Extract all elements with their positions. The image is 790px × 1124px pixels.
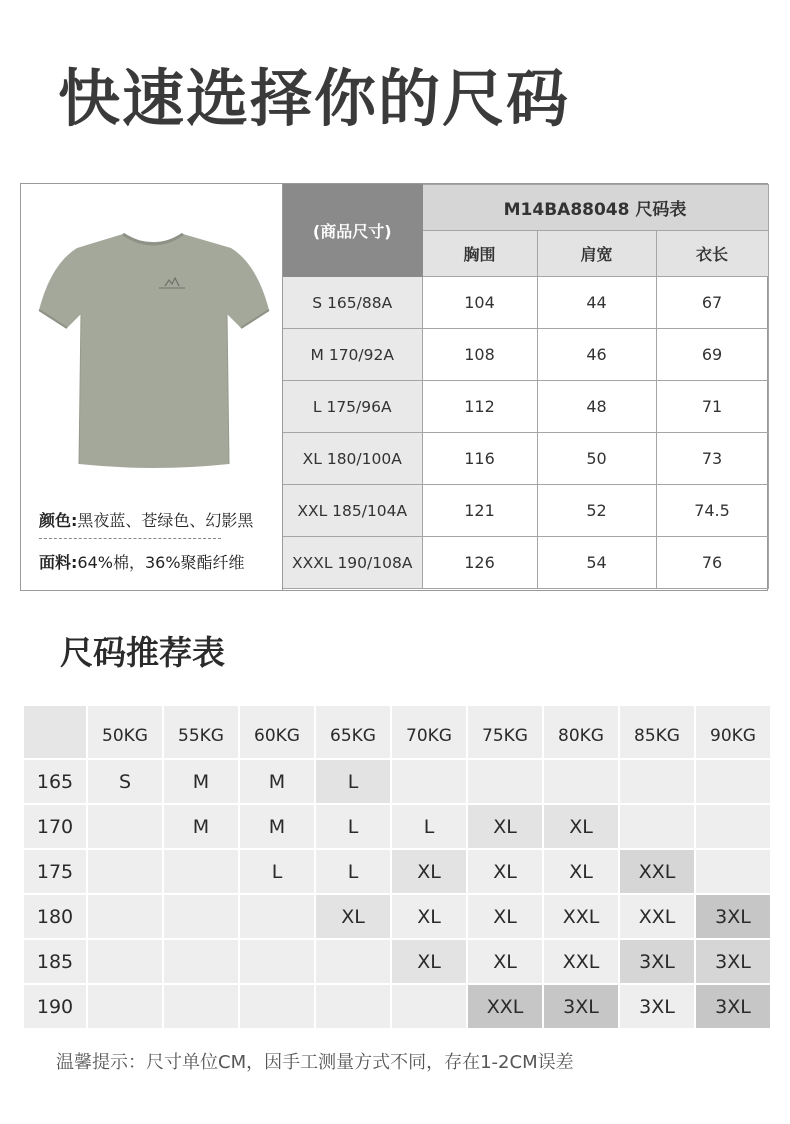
table-row: [283, 537, 768, 589]
table-row: [283, 433, 768, 485]
column-header: 衣长: [656, 231, 768, 277]
recommend-cell: XL: [468, 805, 542, 848]
recommend-row: [24, 895, 770, 938]
table-cell: 121: [422, 485, 537, 537]
recommend-cell: 3XL: [620, 940, 694, 983]
column-header: 胸围: [422, 231, 537, 277]
recommend-cell: [316, 985, 390, 1028]
model-header: M14BA88048 尺码表: [422, 185, 768, 231]
table-cell: 52: [537, 485, 656, 537]
recommend-cell: 3XL: [620, 985, 694, 1028]
tshirt-image: [35, 224, 271, 474]
recommend-row: [24, 940, 770, 983]
fabric-value: 64%棉，36%聚酯纤维: [77, 553, 245, 572]
recommend-cell: [88, 985, 162, 1028]
recommend-cell: XL: [468, 940, 542, 983]
recommend-cell: XL: [468, 895, 542, 938]
recommend-row: [24, 760, 770, 803]
fabric-info: [39, 550, 245, 573]
size-label: XXL 185/104A: [283, 485, 422, 537]
recommend-cell: [88, 850, 162, 893]
table-cell: 73: [656, 433, 768, 485]
table-row: [283, 329, 768, 381]
table-cell: 74.5: [656, 485, 768, 537]
color-info: [39, 508, 253, 531]
recommend-cell: XL: [544, 850, 618, 893]
recommend-cell: XXL: [544, 940, 618, 983]
table-cell: 69: [656, 329, 768, 381]
recommend-cell: XL: [392, 850, 466, 893]
recommend-cell: [164, 850, 238, 893]
recommend-cell: XL: [392, 940, 466, 983]
size-table: [283, 184, 769, 589]
recommend-cell: [696, 850, 770, 893]
recommend-title: 尺码推荐表: [60, 633, 225, 672]
size-column-header: (商品尺寸): [283, 185, 422, 277]
weight-header: 50KG: [88, 706, 162, 758]
recommend-cell: [316, 940, 390, 983]
recommend-cell: [392, 760, 466, 803]
recommend-cell: [240, 985, 314, 1028]
recommend-cell: [392, 985, 466, 1028]
table-cell: 67: [656, 277, 768, 329]
recommend-cell: [696, 805, 770, 848]
table-cell: 116: [422, 433, 537, 485]
product-panel: [21, 184, 283, 590]
table-cell: 46: [537, 329, 656, 381]
weight-header: 70KG: [392, 706, 466, 758]
recommend-row: [24, 805, 770, 848]
height-label: 180: [24, 895, 86, 938]
recommend-table: [22, 704, 772, 1030]
recommend-cell: XL: [544, 805, 618, 848]
recommend-cell: 3XL: [544, 985, 618, 1028]
page-title: 快速选择你的尺码: [58, 62, 571, 135]
recommend-cell: L: [316, 850, 390, 893]
column-header: 肩宽: [537, 231, 656, 277]
divider: [39, 538, 221, 539]
table-cell: 54: [537, 537, 656, 589]
recommend-cell: XXL: [620, 895, 694, 938]
recommend-cell: M: [240, 760, 314, 803]
recommend-cell: XL: [316, 895, 390, 938]
size-chart: [20, 183, 768, 591]
recommend-row: [24, 850, 770, 893]
table-row: [283, 277, 768, 329]
recommend-cell: [696, 760, 770, 803]
table-cell: 112: [422, 381, 537, 433]
recommend-cell: XXL: [544, 895, 618, 938]
recommend-cell: 3XL: [696, 985, 770, 1028]
recommend-cell: [240, 895, 314, 938]
recommend-cell: L: [316, 805, 390, 848]
color-value: 黑夜蓝、苍绿色、幻影黑: [77, 511, 254, 530]
recommend-cell: [544, 760, 618, 803]
table-row: [283, 381, 768, 433]
recommend-cell: [164, 940, 238, 983]
weight-header: 80KG: [544, 706, 618, 758]
weight-header: 55KG: [164, 706, 238, 758]
recommend-cell: XXL: [468, 985, 542, 1028]
corner-cell: [24, 706, 86, 758]
height-label: 175: [24, 850, 86, 893]
recommend-cell: [164, 895, 238, 938]
recommend-cell: XXL: [620, 850, 694, 893]
recommend-cell: L: [392, 805, 466, 848]
height-label: 185: [24, 940, 86, 983]
table-cell: 44: [537, 277, 656, 329]
recommend-cell: [88, 895, 162, 938]
recommend-cell: XL: [392, 895, 466, 938]
tshirt-body: [39, 234, 269, 468]
size-label: M 170/92A: [283, 329, 422, 381]
table-cell: 48: [537, 381, 656, 433]
recommend-cell: [620, 760, 694, 803]
weight-header: 65KG: [316, 706, 390, 758]
table-cell: 50: [537, 433, 656, 485]
recommend-cell: S: [88, 760, 162, 803]
recommend-cell: [468, 760, 542, 803]
recommend-body: [24, 760, 770, 1028]
table-cell: 108: [422, 329, 537, 381]
measurement-note: 温馨提示：尺寸单位CM，因手工测量方式不同，存在1-2CM误差: [56, 1052, 574, 1073]
height-label: 170: [24, 805, 86, 848]
recommend-cell: M: [164, 805, 238, 848]
recommend-cell: L: [316, 760, 390, 803]
height-label: 165: [24, 760, 86, 803]
table-cell: 71: [656, 381, 768, 433]
recommend-cell: M: [240, 805, 314, 848]
size-label: XXXL 190/108A: [283, 537, 422, 589]
size-label: L 175/96A: [283, 381, 422, 433]
recommend-cell: 3XL: [696, 895, 770, 938]
weight-header: 90KG: [696, 706, 770, 758]
height-label: 190: [24, 985, 86, 1028]
recommend-cell: M: [164, 760, 238, 803]
recommend-cell: [88, 940, 162, 983]
table-row: [283, 485, 768, 537]
recommend-cell: XL: [468, 850, 542, 893]
table-cell: 76: [656, 537, 768, 589]
weight-header: 85KG: [620, 706, 694, 758]
size-label: XL 180/100A: [283, 433, 422, 485]
recommend-cell: [164, 985, 238, 1028]
fabric-label: 面料:: [39, 553, 78, 572]
table-cell: 126: [422, 537, 537, 589]
recommend-cell: L: [240, 850, 314, 893]
recommend-cell: 3XL: [696, 940, 770, 983]
recommend-row: [24, 985, 770, 1028]
color-label: 颜色:: [39, 511, 78, 530]
table-cell: 104: [422, 277, 537, 329]
recommend-cell: [240, 940, 314, 983]
size-label: S 165/88A: [283, 277, 422, 329]
recommend-cell: [88, 805, 162, 848]
weight-header: 60KG: [240, 706, 314, 758]
weight-header-row: [24, 706, 770, 758]
recommend-cell: [620, 805, 694, 848]
weight-header: 75KG: [468, 706, 542, 758]
